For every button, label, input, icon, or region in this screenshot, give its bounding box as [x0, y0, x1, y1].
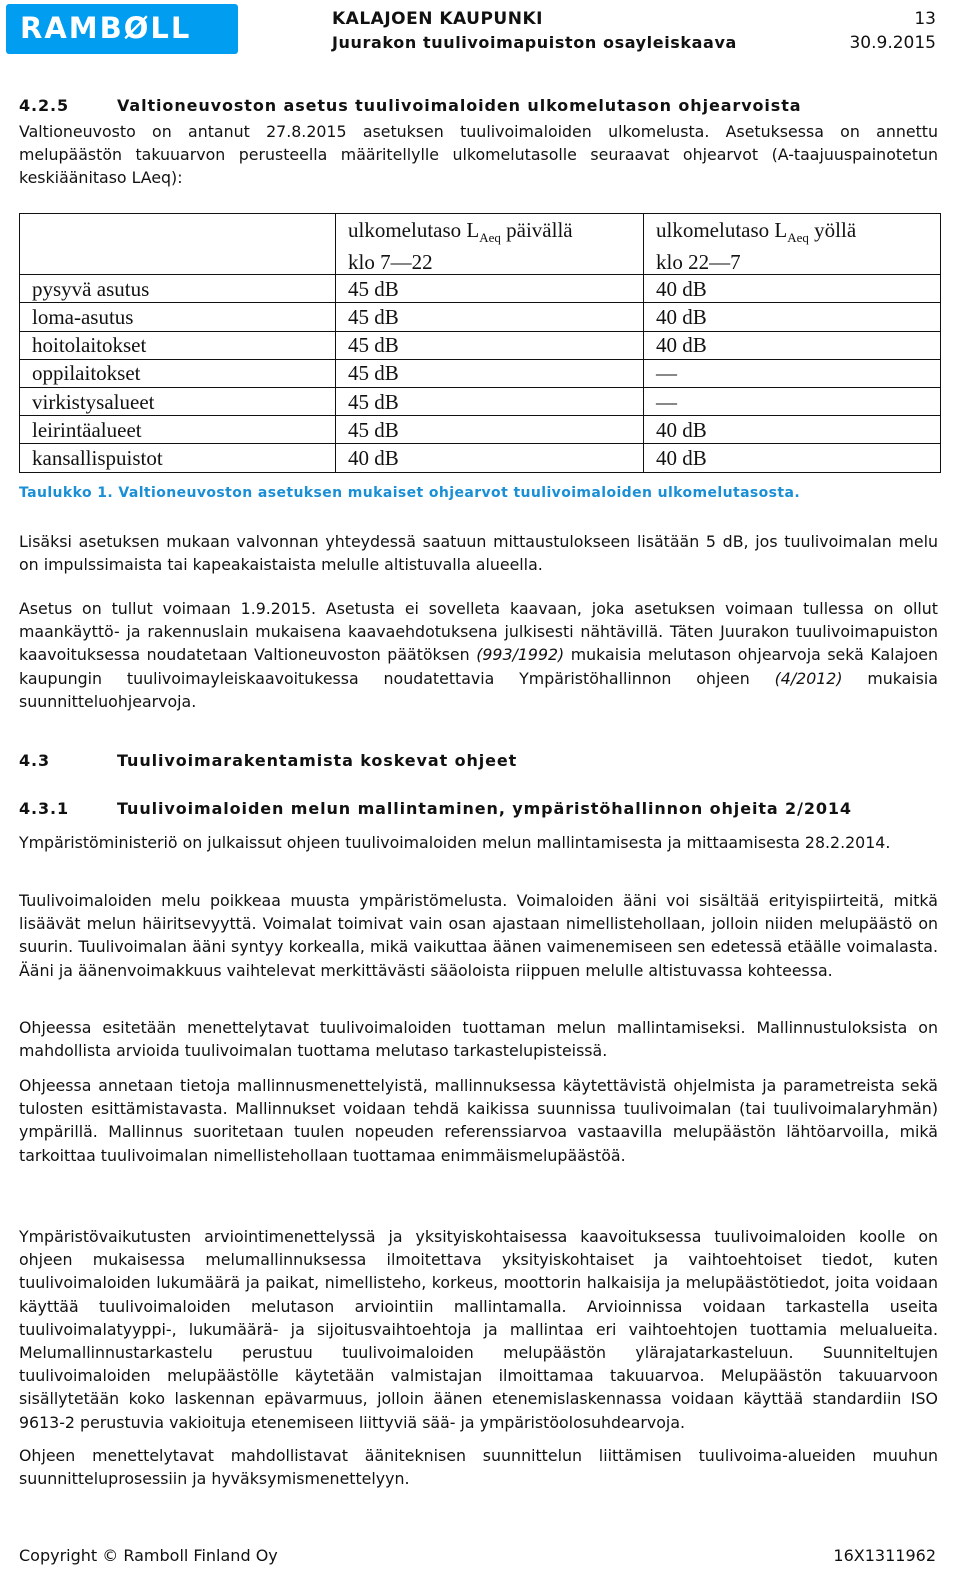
page-number: 13	[914, 9, 936, 29]
table-cell-area: virkistysalueet	[20, 387, 336, 415]
table-header-day: ulkomelutaso $L_{Aeq}$ päivällä klo 7—22	[336, 214, 644, 275]
header-date: 30.9.2015	[849, 33, 936, 53]
table-caption: Taulukko 1. Valtioneuvoston asetuksen mukaiset ohjearvot tuulivoimaloiden ulkomelutasosta.	[19, 485, 801, 501]
table-header-night: ulkomelutaso $L_{Aeq}$ yöllä klo 22—7	[644, 214, 941, 275]
reference-4-2012: (4/2012)	[774, 668, 843, 688]
paragraph-lisaksi: Lisäksi asetuksen mukaan valvonnan yhteydessä saatuun mittaustulokseen lisätään 5 dB, jos tuulivoimalan melu on impulssimaista tai kapeakaistaista melulle altistuvalla alueella.	[19, 532, 938, 575]
section-number: 4.2.5	[19, 96, 70, 115]
table-cell-night: 40 dB	[644, 275, 941, 303]
table-row	[20, 387, 941, 415]
table-cell-night: 40 dB	[644, 331, 941, 359]
table-cell-day: 45 dB	[336, 387, 644, 415]
paragraph-6: Ohjeen menettelytavat mahdollistavat ääniteknisen suunnittelun liittämisen tuulivoima-alueiden muuhun suunnitteluprosessiin ja hyväksymismenettelyyn.	[19, 1446, 938, 1489]
logo-text: RAMBØLL	[20, 11, 192, 45]
section-title: Valtioneuvoston asetus tuulivoimaloiden ulkomelutason ohjearvoista	[117, 96, 802, 115]
ramboll-logo	[6, 4, 238, 54]
table-cell-day: 45 dB	[336, 331, 644, 359]
table-cell-night: —	[644, 359, 941, 387]
table-row	[20, 331, 941, 359]
table-cell-night: 40 dB	[644, 303, 941, 331]
reference-993-1992: (993/1992)	[476, 645, 565, 665]
footer-copyright: Copyright © Ramboll Finland Oy	[19, 1546, 278, 1565]
paragraph-3: Ohjeessa esitetään menettelytavat tuulivoimaloiden tuottaman melun mallintamiseksi. Mallinnustuloksista on mahdollista arvioida tuulivoimalan tuottama melutaso tarkastelupisteissä.	[19, 1018, 938, 1061]
section-4-2-5-heading	[19, 96, 801, 115]
table-cell-area: pysyvä asutus	[20, 275, 336, 303]
table-cell-day: 45 dB	[336, 303, 644, 331]
paragraph-4: Ohjeessa annetaan tietoja mallinnusmenettelyistä, mallinnuksessa käytettävistä ohjelmista ja parametreista sekä tulosten esittämistavasta. Mallinnukset voidaan tehdä kaikissa suunnissa tuulivoimalan (tai tuulivoimalaryhmän) ympärillä. Mallinnus suoritetaan tuulen nopeuden referenssiarvoa vastaavilla melupäästön lähtöarvoilla, mikä tarkoittaa tuulivoimalan nimellistehollaan tuottamaa enimmäismelupäästöä.	[19, 1076, 938, 1165]
section-4-3-heading: 4.3 Tuulivoimarakentamista koskevat ohjeet	[19, 751, 518, 770]
table-cell-night: 40 dB	[644, 444, 941, 472]
table-cell-night: —	[644, 387, 941, 415]
table-cell-day: 40 dB	[336, 444, 644, 472]
table-row	[20, 359, 941, 387]
paragraph-2: Tuulivoimaloiden melu poikkeaa muusta ympäristömelusta. Voimaloiden ääni voi sisältää erityispiirteitä, mitkä lisäävät melun häiritsevyyttä. Voimalat toimivat vain osan ajastaan nimellistehollaan, jolloin niiden melupäästö on suurin. Tuulivoimalan ääni syntyy korkealla, mikä vaikuttaa äänen vaimenemiseen sen edetessä etäälle voimalasta. Ääni ja äänenvoimakkuus vaihtelevat merkittävästi sääoloista riippuen melulle altistuvassa kohteessa.	[19, 891, 938, 980]
table-row	[20, 416, 941, 444]
paragraph-1: Ympäristöministeriö on julkaissut ohjeen tuulivoimaloiden melun mallintamisesta ja mittaamisesta 28.2.2014.	[19, 833, 891, 852]
intro-paragraph: Valtioneuvosto on antanut 27.8.2015 asetuksen tuulivoimaloiden ulkomelusta. Asetuksessa on annettu melupäästön takuuarvon perusteella määritellylle ulkomelutasolle seuraavat ohjearvot (A-taajuuspainotetun keskiäänitaso LAeq):	[19, 122, 938, 188]
table-cell-area: leirintäalueet	[20, 416, 336, 444]
section-4-3-1-heading: 4.3.1 Tuulivoimaloiden melun mallintaminen, ympäristöhallinnon ohjeita 2/2014	[19, 799, 852, 818]
table-row	[20, 275, 941, 303]
table-cell-area: oppilaitokset	[20, 359, 336, 387]
table-row	[20, 444, 941, 472]
document-title: Juurakon tuulivoimapuiston osayleiskaava	[332, 33, 737, 52]
table-header-empty	[20, 214, 336, 275]
table-cell-day: 45 dB	[336, 359, 644, 387]
table-cell-day: 45 dB	[336, 275, 644, 303]
header-city: KALAJOEN KAUPUNKI	[332, 9, 543, 29]
paragraph-asetus: Asetus on tullut voimaan 1.9.2015. Asetusta ei sovelleta kaavaan, joka asetuksen voimaan tullessa on ollut maankäyttö- ja rakennuslain mukaisena kaavaehdotuksena julkisesti nähtävillä. Täten Juurakon tuulivoimapuiston kaavoituksessa noudatetaan Valtioneuvoston päätöksen (993/1992) mukaisia melutason ohjearvoja sekä Kalajoen kaupungin tuulivoimayleiskaavoitukessa noudatettavia Ympäristöhallinnon ohjeen (4/2012) mukaisia suunnitteluohjearvoja.	[19, 599, 938, 711]
table-cell-night: 40 dB	[644, 416, 941, 444]
table-cell-area: hoitolaitokset	[20, 331, 336, 359]
table-cell-area: loma-asutus	[20, 303, 336, 331]
noise-limits-table	[19, 213, 941, 473]
table-row	[20, 303, 941, 331]
table-cell-area: kansallispuistot	[20, 444, 336, 472]
table-cell-day: 45 dB	[336, 416, 644, 444]
paragraph-5: Ympäristövaikutusten arviointimenettelyssä ja yksityiskohtaisessa kaavoituksessa tuulivoimaloiden koolle on ohjeen mukaisessa melumallinnuksessa ilmoitettava yksityiskohtaiset ja vaihtoehtoiset tiedot, kuten tuulivoimaloiden lukumäärä ja paikat, nimellisteho, korkeus, moottorin halkaisija ja melupäästötiedot, joita voidaan käyttää tuulivoimaloiden melutason arviointiin mallintamalla. Arvioinnissa voidaan tarkastella useita tuulivoimalatyyppi-, lukumäärä- ja sijoitusvaihtoehtoja ja mallintaa eri vaihtoehtojen tuottamia melualueita. Melumallinnustarkastelu perustuu tuulivoimaloiden melupäästön ylärajatarkasteluun. Suunniteltujen tuulivoimaloiden melupäästölle käytetään valmistajan ilmoittamaa takuuarvoa. Melupäästön takuuarvoon sisällytetään koko laskennan epävarmuus, jolloin äänen etenemislaskennassa voidaan käyttää standardiin ISO 9613-2 perustuvia vakioituja etenemiseen liittyviä sää- ja ympäristöolosuhdearvoja.	[19, 1227, 938, 1432]
table-header-row	[20, 214, 941, 275]
footer-doc-id: 16X1311962	[833, 1546, 936, 1565]
